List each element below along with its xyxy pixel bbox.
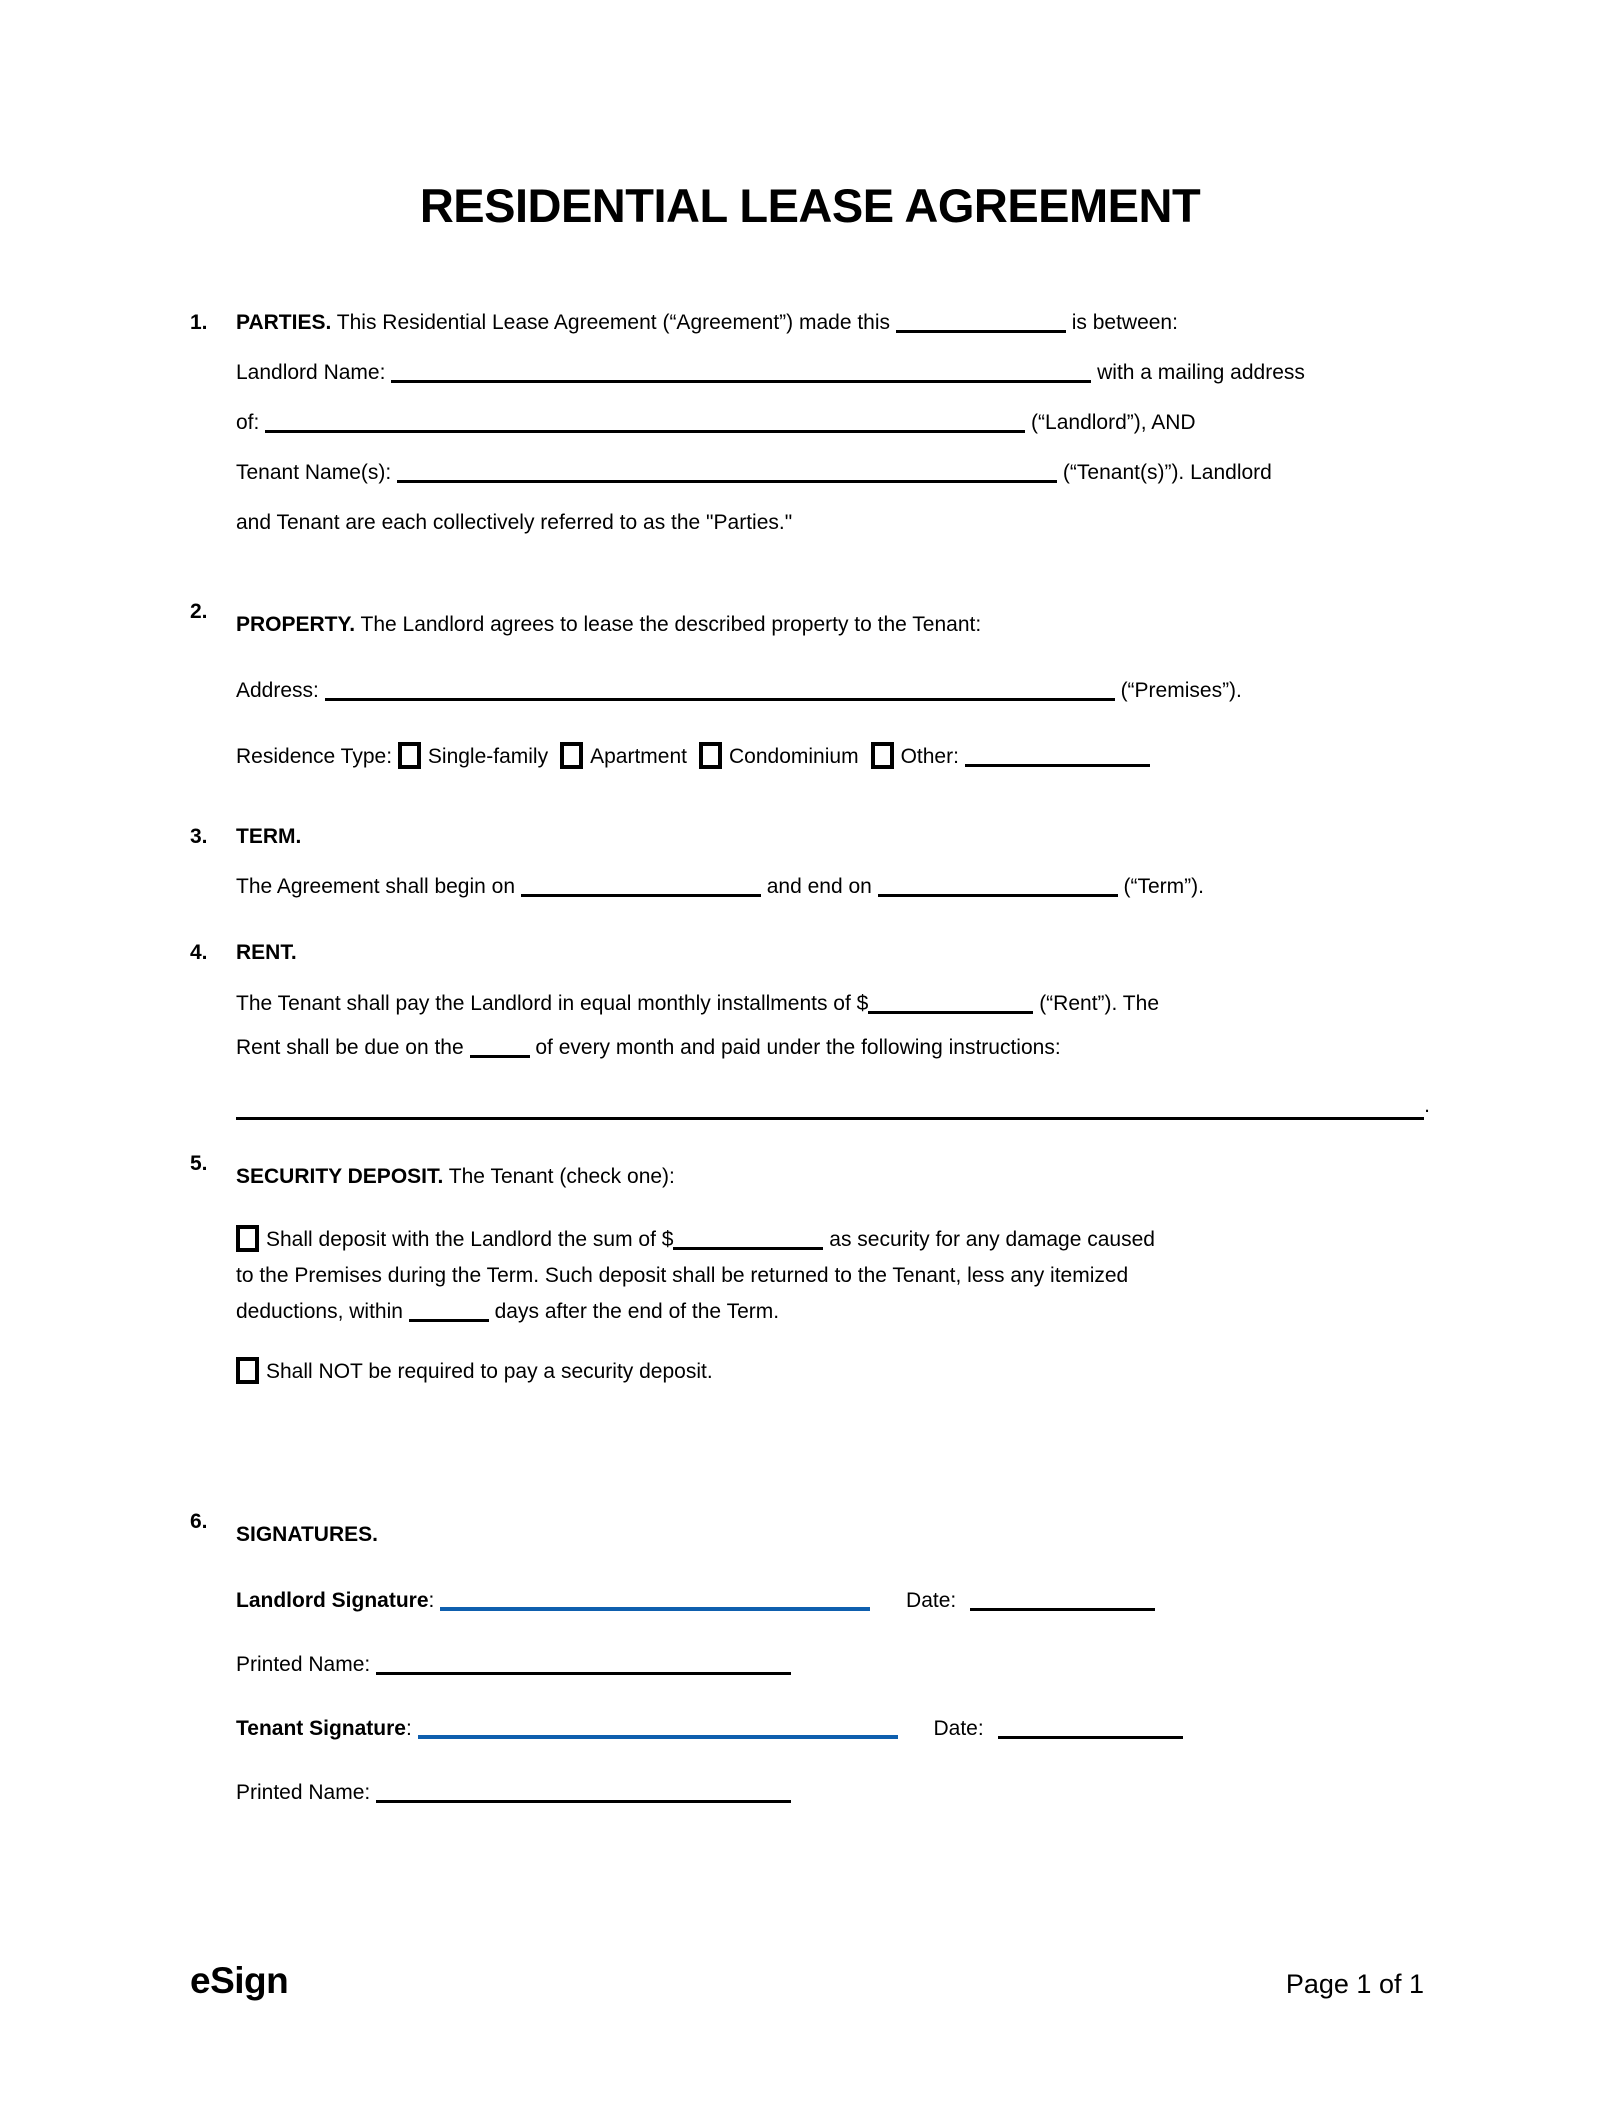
tenant-names-line <box>236 448 1430 498</box>
section-signatures-number: 6. <box>190 1510 208 1533</box>
term-body-pre: The Agreement shall begin on <box>236 875 516 898</box>
section-security-heading: SECURITY DEPOSIT. <box>236 1165 444 1188</box>
rent-line2-pre: Rent shall be due on the <box>236 1036 464 1059</box>
landlord-printed-name-label: Printed Name: <box>236 1653 371 1676</box>
section-parties <box>190 298 1430 548</box>
landlord-address-post: (“Landlord”), AND <box>1031 411 1196 434</box>
section-term-heading: TERM. <box>236 825 302 848</box>
residence-type-line <box>236 732 1430 782</box>
parties-intro-pre: This Residential Lease Agreement (“Agreement”) made this <box>336 311 891 334</box>
landlord-printed-name-field[interactable] <box>376 1655 791 1675</box>
no-security-deposit-checkbox[interactable] <box>236 1357 259 1384</box>
tenant-signature-row <box>236 1704 1430 1754</box>
security-option-deposit <box>236 1222 1430 1330</box>
section-rent-heading: RENT. <box>236 941 297 964</box>
residence-apartment-label: Apartment <box>590 745 687 768</box>
term-body-mid: and end on <box>766 875 872 898</box>
property-intro-line <box>236 600 1430 650</box>
agreement-made-date-field[interactable] <box>896 313 1066 333</box>
tenant-names-field[interactable] <box>397 463 1057 483</box>
security-opt1-line1-post: as security for any damage caused <box>829 1228 1155 1251</box>
section-security-number: 5. <box>190 1152 208 1175</box>
signatures-heading-line <box>236 1510 1430 1560</box>
section-signatures <box>190 1510 1430 1818</box>
security-opt1-line1-pre: Shall deposit with the Landlord the sum of $ <box>266 1228 674 1251</box>
section-parties-number: 1. <box>190 311 208 334</box>
page-footer <box>190 1960 1424 2002</box>
payment-instructions-period: . <box>1424 1094 1430 1117</box>
residence-single-family-label: Single-family <box>427 745 549 768</box>
page-number: Page 1 of 1 <box>1285 1969 1424 1999</box>
property-address-post: (“Premises”). <box>1120 679 1242 702</box>
term-start-date-field[interactable] <box>521 877 761 897</box>
landlord-name-line <box>236 348 1430 398</box>
section-property-number: 2. <box>190 600 208 623</box>
landlord-signature-date-field[interactable] <box>970 1591 1155 1611</box>
rent-line1-pre: The Tenant shall pay the Landlord in equal monthly installments of $ <box>236 992 869 1015</box>
landlord-signature-label: Landlord Signature <box>236 1589 429 1612</box>
rent-line2-post: of every month and paid under the following instructions: <box>535 1036 1061 1059</box>
landlord-name-label: Landlord Name: <box>236 361 386 384</box>
residence-other-label: Other: <box>900 745 959 768</box>
term-body-post: (“Term”). <box>1123 875 1204 898</box>
security-opt2-text: Shall NOT be required to pay a security deposit. <box>266 1360 713 1383</box>
security-return-days-field[interactable] <box>409 1302 489 1322</box>
tenant-signature-colon: : <box>405 1717 412 1740</box>
security-deposit-checkbox[interactable] <box>236 1225 259 1252</box>
residence-other-checkbox[interactable] <box>871 742 894 769</box>
residence-other-field[interactable] <box>965 747 1150 767</box>
rent-line1-post: (“Rent”). The <box>1039 992 1159 1015</box>
residence-condominium-checkbox[interactable] <box>699 742 722 769</box>
landlord-name-field[interactable] <box>391 363 1091 383</box>
property-address-label: Address: <box>236 679 319 702</box>
property-intro: The Landlord agrees to lease the described property to the Tenant: <box>360 613 982 636</box>
tenant-signature-field[interactable] <box>418 1719 898 1739</box>
security-option-none <box>236 1354 1430 1390</box>
rent-due-day-field[interactable] <box>470 1038 530 1058</box>
term-body-line <box>236 862 1430 912</box>
tenant-signature-label: Tenant Signature <box>236 1717 406 1740</box>
tenant-printed-name-field[interactable] <box>376 1783 791 1803</box>
parties-closing-line: and Tenant are each collectively referred to as the "Parties." <box>236 511 793 534</box>
section-property-heading: PROPERTY. <box>236 613 356 636</box>
parties-intro-line <box>236 298 1430 348</box>
tenant-date-label: Date: <box>933 1717 984 1740</box>
term-end-date-field[interactable] <box>878 877 1118 897</box>
property-address-line <box>236 666 1430 716</box>
security-intro: The Tenant (check one): <box>448 1165 675 1188</box>
residence-apartment-checkbox[interactable] <box>560 742 583 769</box>
section-signatures-heading: SIGNATURES. <box>236 1523 378 1546</box>
landlord-date-label: Date: <box>906 1589 957 1612</box>
payment-instructions-line <box>236 1086 1430 1126</box>
residence-single-family-checkbox[interactable] <box>398 742 421 769</box>
payment-instructions-field[interactable] <box>236 1100 1424 1120</box>
section-rent-number: 4. <box>190 941 208 964</box>
landlord-address-label: of: <box>236 411 260 434</box>
property-address-field[interactable] <box>325 681 1115 701</box>
document-title: RESIDENTIAL LEASE AGREEMENT <box>419 179 1201 232</box>
landlord-signature-colon: : <box>428 1589 435 1612</box>
landlord-printed-name-row <box>236 1640 1430 1690</box>
section-rent <box>190 928 1430 1126</box>
tenant-names-label: Tenant Name(s): <box>236 461 392 484</box>
section-term-number: 3. <box>190 825 208 848</box>
security-opt1-line3-post: days after the end of the Term. <box>494 1300 780 1323</box>
rent-body <box>236 982 1430 1070</box>
residence-condominium-label: Condominium <box>729 745 859 768</box>
section-parties-heading: PARTIES. <box>236 311 332 334</box>
parties-intro-post: is between: <box>1071 311 1178 334</box>
landlord-signature-row <box>236 1576 1430 1626</box>
tenant-names-post: (“Tenant(s)”). Landlord <box>1062 461 1272 484</box>
security-deposit-amount-field[interactable] <box>673 1230 823 1250</box>
tenant-printed-name-row <box>236 1768 1430 1818</box>
section-security-deposit <box>190 1152 1430 1390</box>
term-heading-line <box>236 812 1430 862</box>
security-opt1-line2: to the Premises during the Term. Such deposit shall be returned to the Tenant, less any itemized <box>236 1264 1129 1287</box>
security-heading-line <box>236 1152 1430 1202</box>
landlord-name-post: with a mailing address <box>1097 361 1305 384</box>
residence-type-label: Residence Type: <box>236 745 393 768</box>
tenant-printed-name-label: Printed Name: <box>236 1781 371 1804</box>
landlord-address-field[interactable] <box>265 413 1025 433</box>
tenant-signature-date-field[interactable] <box>998 1719 1183 1739</box>
section-term <box>190 812 1430 912</box>
landlord-signature-field[interactable] <box>440 1591 870 1611</box>
security-opt1-line3-pre: deductions, within <box>236 1300 403 1323</box>
esign-logo: eSign <box>190 1960 289 2001</box>
rent-amount-field[interactable] <box>868 994 1033 1014</box>
landlord-address-line <box>236 398 1430 448</box>
rent-heading-line <box>236 928 1430 978</box>
section-property <box>190 600 1430 782</box>
